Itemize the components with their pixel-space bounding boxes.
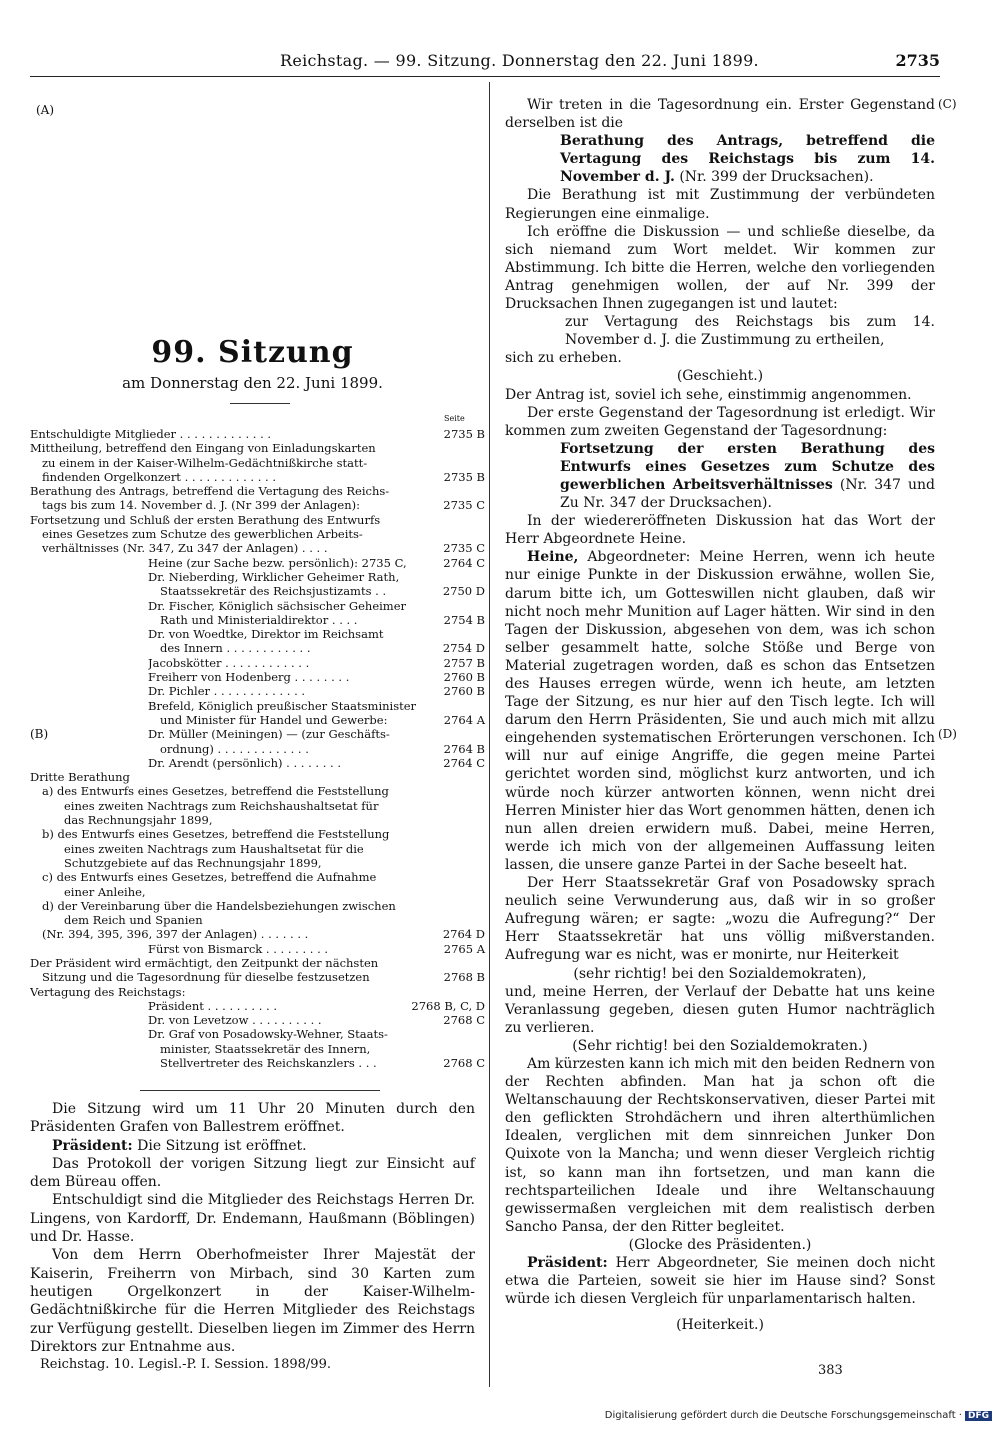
toc-entry-text: Vertagung des Reichstags:: [30, 984, 186, 999]
toc-entry-text: Dritte Berathung: [30, 770, 130, 785]
left-footer: Reichstag. 10. Legisl.-P. I. Session. 1898/99.: [40, 1357, 331, 1372]
toc-entry: [30, 784, 485, 798]
toc-entry-text: Dr. Fischer, Königlich sächsischer Geheimer: [148, 598, 407, 613]
toc-entry-text: b) des Entwurfs eines Gesetzes, betreffend die Feststellung: [42, 827, 390, 842]
toc-entry-page: 2754 D: [442, 641, 485, 656]
toc-entry-text: Berathung des Antrags, betreffend die Vertagung des Reichs-: [30, 484, 390, 499]
toc-entry-text: ordnung) . . . . . . . . . . . . .: [160, 741, 309, 756]
toc-entry: [30, 484, 485, 498]
toc-entry: [30, 770, 485, 784]
heine-speaker-label: Heine,: [527, 549, 579, 566]
toc-entry-text: dem Reich und Spanien: [64, 913, 203, 928]
toc-entry-text: Rath und Ministerialdirektor . . . .: [160, 612, 358, 627]
column-divider: [489, 82, 490, 1387]
margin-mark-a: (A): [36, 103, 55, 117]
toc-entry-text: einer Anleihe,: [64, 884, 146, 899]
session-title: 99. Sitzung: [151, 335, 354, 370]
toc-entry-page: 2764 C: [443, 755, 485, 770]
toc-entry: [30, 942, 485, 956]
toc-entry: [30, 513, 485, 527]
right-body-text: [505, 96, 935, 1334]
toc-entry: [30, 556, 485, 570]
single-reading-paragraph: Die Berathung ist mit Zustimmung der verbündeten Regierungen eine einmalige.: [505, 187, 935, 222]
dfg-logo: DFG: [965, 1411, 992, 1421]
toc-entry-page: 2765 A: [443, 941, 485, 956]
toc-entry: [30, 1013, 485, 1027]
toc-entry: [30, 498, 485, 512]
humor-paragraph: und, meine Herren, der Verlauf der Debatte hat uns keine Veranlassung gegeben, diesen guten Humor nachträglich zu verlieren.: [505, 983, 935, 1036]
interjection-heiterkeit: (Heiterkeit.): [676, 1317, 764, 1334]
interjection-glocke: (Glocke des Präsidenten.): [628, 1236, 812, 1253]
agenda-item-2-ref: (Nr. 347 und Zu Nr. 347 der Drucksachen).: [560, 476, 935, 512]
agenda-item-2-title: Fortsetzung der ersten Berathung des Entwurfs eines Gesetzes zum Schutze des gewerblichen Arbeitsverhältnisses: [560, 440, 935, 493]
second-item-intro: Der erste Gegenstand der Tagesordnung ist erledigt. Wir kommen zum zweiten Gegenstand der Tagesordnung:: [505, 404, 935, 439]
toc-entry-text: und Minister für Handel und Gewerbe:: [160, 712, 388, 727]
toc-seite-label: Seite: [444, 414, 465, 423]
table-of-contents: [30, 427, 485, 1070]
toc-entry-text: des Innern . . . . . . . . . . . .: [160, 641, 311, 656]
toc-entry: [30, 899, 485, 913]
opening-paragraph: Die Sitzung wird um 11 Uhr 20 Minuten durch den Präsidenten Grafen von Ballestrem eröffnet.: [30, 1101, 475, 1136]
toc-entry-text: Mittheilung, betreffend den Eingang von Einladungskarten: [30, 441, 376, 456]
toc-entry-text: Stellvertreter des Reichskanzlers . . .: [160, 1056, 377, 1071]
toc-entry-text: Dr. Nieberding, Wirklicher Geheimer Rath,: [148, 569, 400, 584]
concert-paragraph: Von dem Herrn Oberhofmeister Ihrer Majestät der Kaiserin, Freiherrn von Mirbach, sind 30 Karten zum heutigen Orgelkonzert in der Kaiser-Wilhelm-Gedächtnißkirche für die Herren Mitglieder des Reichstags zur Verfügung gestellt. Dieselben liegen im Zimmer des Herrn Direktors zur Entnahme aus.: [30, 1247, 475, 1355]
toc-entry: [30, 570, 485, 584]
agenda-item-1: [505, 132, 935, 186]
toc-end-rule: [140, 1090, 380, 1091]
toc-entry-page: 2764 A: [443, 712, 485, 727]
toc-entry: [30, 441, 485, 455]
protocol-paragraph: Das Protokoll der vorigen Sitzung liegt zur Einsicht auf dem Büreau offen.: [30, 1155, 475, 1191]
toc-entry: [30, 656, 485, 670]
toc-entry-text: Dr. Pichler . . . . . . . . . . . . .: [148, 684, 306, 699]
running-title: Reichstag. — 99. Sitzung. Donnerstag den 22. Juni 1899.: [280, 51, 759, 70]
margin-mark-b: (B): [30, 727, 49, 741]
toc-entry-page: 2768 B, C, D: [411, 998, 485, 1013]
toc-entry: [30, 813, 485, 827]
toc-entry-page: 2750 D: [442, 584, 485, 599]
toc-entry: [30, 927, 485, 941]
toc-entry-text: Fortsetzung und Schluß der ersten Berathung des Entwurfs: [30, 512, 381, 527]
margin-mark-d: (D): [938, 727, 957, 741]
toc-entry-text: (Nr. 394, 395, 396, 397 der Anlagen) . . . . . . .: [42, 927, 309, 942]
toc-entry: [30, 1027, 485, 1041]
toc-entry: [30, 599, 485, 613]
toc-entry-page: 2768 C: [443, 1056, 485, 1071]
toc-entry-text: Schutzgebiete auf das Rechnungsjahr 1899,: [64, 855, 322, 870]
toc-entry-text: eines zweiten Nachtrags zum Haushaltsetat für die: [64, 841, 364, 856]
header-rule: [30, 76, 940, 77]
toc-entry-text: Dr. von Levetzow . . . . . . . . . .: [148, 1013, 322, 1028]
president-reply-text: Herr Abgeordneter, Sie meinen doch nicht etwa die Parteien, soweit sie hier im Hause sind? Sonst würde ich diesen Vergleich für unparlamentarisch halten.: [505, 1255, 935, 1308]
toc-entry: [30, 742, 485, 756]
toc-entry-text: Heine (zur Sache bezw. persönlich): 2735 C,: [148, 555, 407, 570]
agenda-intro: Wir treten in die Tagesordnung ein. Erster Gegenstand derselben ist die: [505, 97, 935, 132]
reopened-discussion-paragraph: In der wiedereröffneten Diskussion hat das Wort der Herr Abgeordnete Heine.: [505, 513, 935, 548]
toc-entry: [30, 470, 485, 484]
digitization-credit: [605, 1410, 992, 1421]
adopted-paragraph: Der Antrag ist, soviel ich sehe, einstimmig angenommen.: [505, 386, 912, 403]
toc-entry-text: Der Präsident wird ermächtigt, den Zeitpunkt der nächsten: [30, 955, 379, 970]
toc-entry-text: Freiherr von Hodenberg . . . . . . . .: [148, 670, 350, 685]
toc-entry-text: das Rechnungsjahr 1899,: [64, 813, 213, 828]
left-body-text: [30, 1100, 475, 1356]
toc-entry-text: Sitzung und die Tagesordnung für dieselbe festzusetzen: [42, 970, 370, 985]
toc-entry-text: eines Gesetzes zum Schutze des gewerblichen Arbeits-: [42, 527, 363, 542]
toc-entry-page: 2760 B: [443, 684, 485, 699]
toc-entry-text: zu einem in der Kaiser-Wilhelm-Gedächtnißkirche statt-: [42, 455, 368, 470]
toc-entry: [30, 727, 485, 741]
toc-entry: [30, 627, 485, 641]
sitting-heading: [30, 335, 475, 392]
toc-entry-page: 2764 B: [443, 741, 485, 756]
toc-entry-text: Staatssekretär des Reichsjustizamts . .: [160, 584, 387, 599]
toc-entry: [30, 699, 485, 713]
toc-entry-page: 2760 B: [443, 670, 485, 685]
right-footer-signature: 383: [818, 1363, 843, 1378]
toc-entry: [30, 956, 485, 970]
toc-entry: [30, 713, 485, 727]
interjection-geschieht: (Geschieht.): [676, 368, 764, 385]
toc-entry-page: 2754 B: [443, 612, 485, 627]
toc-entry: [30, 842, 485, 856]
toc-entry-text: findenden Orgelkonzert . . . . . . . . . . . . .: [42, 469, 276, 484]
page-header: [30, 47, 940, 75]
toc-entry-page: 2735 C: [443, 498, 485, 513]
president-reply-speaker: Präsident:: [527, 1255, 608, 1271]
toc-entry-text: Dr. Graf von Posadowsky-Wehner, Staats-: [148, 1027, 388, 1042]
toc-entry: [30, 527, 485, 541]
toc-entry-page: 2757 B: [443, 655, 485, 670]
toc-entry: [30, 999, 485, 1013]
toc-entry-text: Entschuldigte Mitglieder . . . . . . . . . . . . .: [30, 427, 272, 441]
heine-speech: [505, 548, 935, 874]
toc-entry-page: 2735 B: [443, 469, 485, 484]
toc-entry-page: 2768 B: [443, 970, 485, 985]
interjection-sehr-richtig-1: (sehr richtig! bei den Sozialdemokraten),: [573, 965, 867, 982]
toc-entry: [30, 885, 485, 899]
toc-entry-text: minister, Staatssekretär des Innern,: [160, 1041, 371, 1056]
page-number: 2735: [895, 51, 940, 70]
credit-text: Digitalisierung gefördert durch die Deutsche Forschungsgemeinschaft ·: [604, 1410, 962, 1421]
toc-entry: [30, 870, 485, 884]
agenda-item-1-ref: (Nr. 399 der Drucksachen).: [679, 169, 874, 186]
heine-speech-text: Abgeordneter: Meine Herren, wenn ich heute nur einige Punkte in der Diskussion erwähne, wollen Sie, darum bitte ich, um Gotteswillen nicht glauben, daß wir nicht noch mehr Munition auf Lager hätten. Wir sind in den Tagen der Diskussion, abgesehen von dem, was ich schon selber gesammelt hatte, solche Stöße und Berge von Material zugetragen worden, daß es schon das Entsetzen des Hauses erregen würde, wenn ich heute, am letzten Tage der Sitzung, es nur hier auf den Tisch legte. Ich will darum den Herrn Präsidenten, Sie und auch mich mit allzu eingehenden systematischen Erörterungen verschonen. Ich will nur auf einige Angriffe, die gegen meine Partei gerichtet worden sind, möglichst kurz antworten, und ich würde noch kürzer antworten können, wenn nicht drei Herren Minister hier das Wort genommen hätten, denen ich nun allen dreien erwidern muß. Dabei, meine Herren, werde ich mich von der allgemeinen Auffassung leiten lassen, die unsere ganze Partei in der Sache beseelt hat.: [505, 549, 936, 873]
toc-entry-text: Dr. Arendt (persönlich) . . . . . . . .: [148, 755, 341, 770]
don-quixote-paragraph: Am kürzesten kann ich mich mit den beiden Rednern von der Rechten abfinden. Man hat ja schon oft die Weltanschauung der Rechtskonservativen, dieser Partei mit den geflickten Strohdächern und ihren alterthümlichen Idealen, verglichen mit dem sinnreichen Junker Don Quixote von la Mancha; und wenn dieser Vergleich richtig ist, so kann man ihn fortsetzen, und man kann die rechtsparteilichen Ideale und ihre Weltanschauung gewissermaßen vergleichen mit dem realistisch derben Sancho Pansa, der den Ritter begleitet.: [505, 1055, 935, 1235]
president-paragraph: [30, 1137, 475, 1155]
toc-entry: [30, 584, 485, 598]
toc-entry: [30, 541, 485, 555]
agenda-item-1-title: Berathung des Antrags, betreffend die Vertagung des Reichstags bis zum 14. November d. J.: [560, 133, 935, 186]
toc-entry: [30, 799, 485, 813]
excused-paragraph: Entschuldigt sind die Mitglieder des Reichstags Herren Dr. Lingens, von Kardorff, Dr. Endemann, Haußmann (Böblingen) und Dr. Hasse.: [30, 1192, 475, 1246]
toc-entry: [30, 670, 485, 684]
toc-entry: [30, 856, 485, 870]
toc-entry: [30, 913, 485, 927]
session-date: am Donnerstag den 22. Juni 1899.: [122, 374, 383, 392]
toc-entry-text: Dr. Müller (Meiningen) — (zur Geschäfts-: [148, 727, 390, 742]
toc-entry-text: eines zweiten Nachtrags zum Reichshaushaltsetat für: [64, 798, 379, 813]
toc-entry: [30, 985, 485, 999]
toc-entry-text: Brefeld, Königlich preußischer Staatsminister: [148, 698, 417, 713]
toc-entry-page: 2764 C: [443, 555, 485, 570]
toc-entry-text: tags bis zum 14. November d. J. (Nr 399 der Anlagen):: [42, 498, 360, 513]
interjection-sehr-richtig-2: (Sehr richtig! bei den Sozialdemokraten.): [572, 1037, 868, 1054]
toc-entry-text: c) des Entwurfs eines Gesetzes, betreffend die Aufnahme: [42, 870, 377, 885]
toc-entry: [30, 970, 485, 984]
toc-entry-text: Präsident . . . . . . . . . .: [148, 998, 277, 1013]
toc-entry: [30, 1042, 485, 1056]
toc-entry: [30, 684, 485, 698]
heading-rule: [230, 403, 290, 404]
toc-entry-page: 2735 C: [443, 541, 485, 556]
president-text: Die Sitzung ist eröffnet.: [137, 1137, 307, 1154]
toc-entry: [30, 756, 485, 770]
discussion-paragraph: Ich eröffne die Diskussion — und schließe dieselbe, da sich niemand zum Wort meldet. Wir kommen zur Abstimmung. Ich bitte die Herren, welche den vorliegenden Antrag genehmigen wollen, der auf Nr. 399 der Drucksachen Ihnen zugegangen ist und lautet:: [505, 223, 935, 313]
toc-entry-text: Fürst von Bismarck . . . . . . . . .: [148, 941, 329, 956]
toc-entry: [30, 827, 485, 841]
agenda-item-2: [505, 440, 935, 512]
toc-entry-text: verhältnisses (Nr. 347, Zu 347 der Anlagen) . . . .: [42, 541, 328, 556]
toc-entry-text: Dr. von Woedtke, Direktor im Reichsamt: [148, 627, 384, 642]
toc-entry-text: d) der Vereinbarung über die Handelsbeziehungen zwischen: [42, 898, 396, 913]
motion-quote-tail: sich zu erheben.: [505, 350, 622, 367]
president-reply: [505, 1254, 935, 1308]
toc-entry: [30, 641, 485, 655]
toc-entry: [30, 427, 485, 441]
toc-entry: [30, 1056, 485, 1070]
toc-entry: [30, 613, 485, 627]
toc-entry-page: 2768 C: [443, 1013, 485, 1028]
toc-entry-text: Jacobskötter . . . . . . . . . . . .: [148, 655, 310, 670]
president-speaker-label: Präsident:: [52, 1137, 133, 1154]
toc-entry-page: 2735 B: [443, 427, 485, 441]
posadowsky-paragraph: Der Herr Staatssekretär Graf von Posadowsky sprach neulich seine Verwunderung aus, daß wir in so großer Aufregung wären; er sagte: „wozu die Aufregung?“ Der Herr Staatssekretär hat uns völlig mißverstanden. Aufregung war es nicht, was er monirte, nur Heiterkeit: [505, 875, 935, 964]
toc-entry: [30, 456, 485, 470]
toc-entry-page: 2764 D: [442, 927, 485, 942]
margin-mark-c: (C): [938, 97, 957, 111]
motion-quote: zur Vertagung des Reichstags bis zum 14. November d. J. die Zustimmung zu ertheilen,: [565, 314, 935, 349]
toc-entry-text: a) des Entwurfs eines Gesetzes, betreffend die Feststellung: [42, 784, 389, 799]
